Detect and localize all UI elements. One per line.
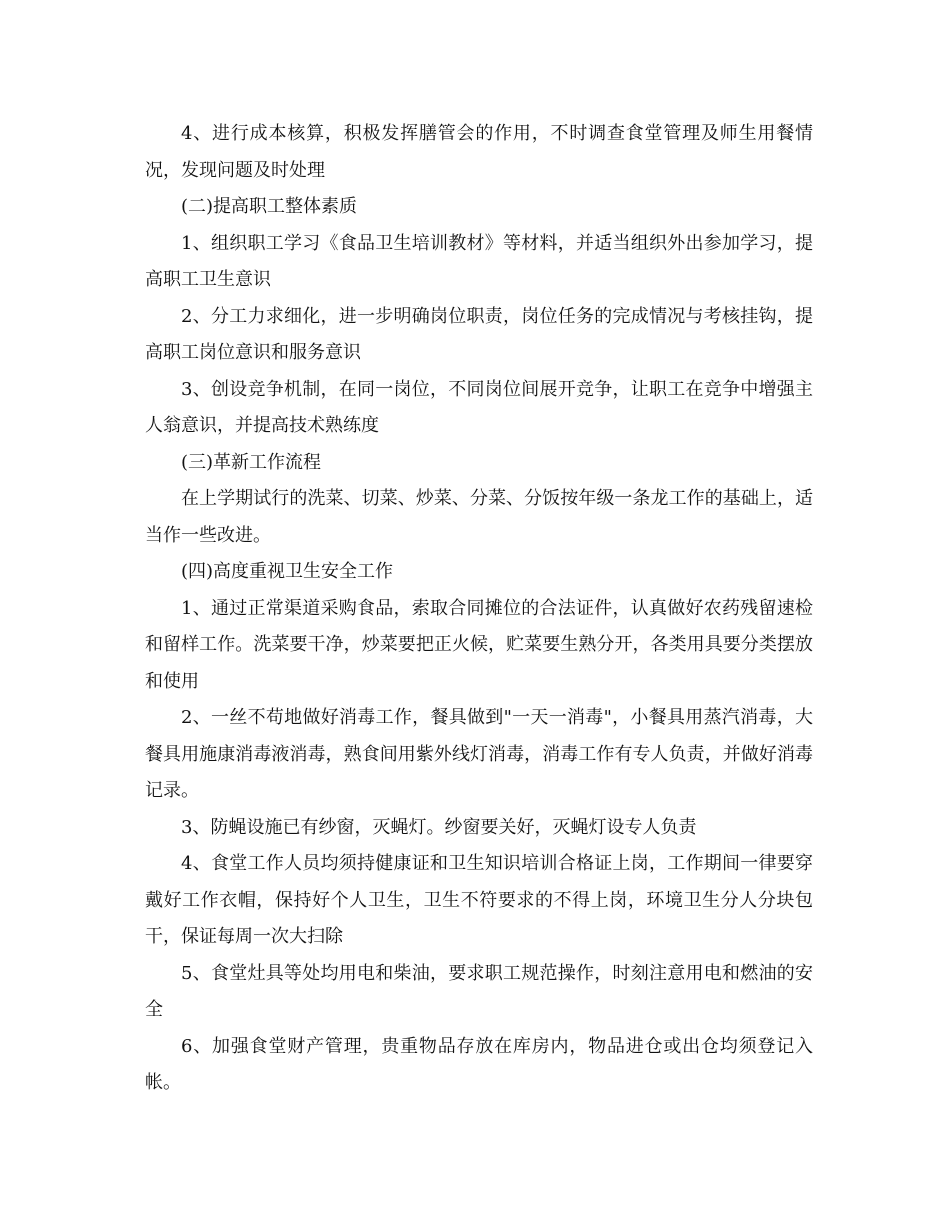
paragraph-item-4-staff-certification: 4、食堂工作人员均须持健康证和卫生知识培训合格证上岗，工作期间一律要穿戴好工作衣帽，保持好个人卫生，卫生不符要求的不得上岗，环境卫生分人分块包干，保证每周一次大扫除 <box>145 853 813 947</box>
paragraph-item-4-cost-accounting: 4、进行成本核算，积极发挥膳管会的作用，不时调查食堂管理及师生用餐情况，发现问题及时处理 <box>145 123 813 181</box>
paragraph-item-3-fly-prevention: 3、防蝇设施已有纱窗，灭蝇灯。纱窗要关好，灭蝇灯设专人负责 <box>181 816 697 838</box>
paragraph-item-5-electricity-fuel: 5、食堂灶具等处均用电和柴油，要求职工规范操作，时刻注意用电和燃油的安全 <box>145 962 813 1020</box>
paragraph-item-2-disinfection: 2、一丝不苟地做好消毒工作，餐具做到"一天一消毒"，小餐具用蒸汽消毒，大餐具用施康消毒液消毒，熟食间用紫外线灯消毒，消毒工作有专人负责，并做好消毒记录。 <box>145 707 813 801</box>
document-body <box>145 116 813 1102</box>
section-heading-workflow: (三)革新工作流程 <box>181 451 322 473</box>
paragraph-item-1-procurement: 1、通过正常渠道采购食品，索取合同摊位的合法证件，认真做好农药残留速检和留样工作。洗菜要干净，炒菜要把正火候，贮菜要生熟分开，各类用具要分类摆放和使用 <box>145 597 813 692</box>
paragraph-item-6-property-management: 6、加强食堂财产管理，贵重物品存放在库房内，物品进仓或出仓均须登记入帐。 <box>145 1035 813 1093</box>
paragraph-item-3-competition: 3、创设竞争机制，在同一岗位，不同岗位间展开竞争，让职工在竞争中增强主人翁意识，并提高技术熟练度 <box>145 378 813 436</box>
paragraph-item-1-training: 1、组织职工学习《食品卫生培训教材》等材料，并适当组织外出参加学习，提高职工卫生意识 <box>145 232 813 290</box>
section-heading-hygiene-safety: (四)高度重视卫生安全工作 <box>181 561 394 582</box>
paragraph-item-2-division-of-labor: 2、分工力求细化，进一步明确岗位职责，岗位任务的完成情况与考核挂钩，提高职工岗位意识和服务意识 <box>145 305 813 363</box>
section-heading-staff-quality: (二)提高职工整体素质 <box>181 196 358 217</box>
paragraph-workflow-improvement: 在上学期试行的洗菜、切菜、炒菜、分菜、分饭按年级一条龙工作的基础上，适当作一些改进。 <box>145 488 813 546</box>
